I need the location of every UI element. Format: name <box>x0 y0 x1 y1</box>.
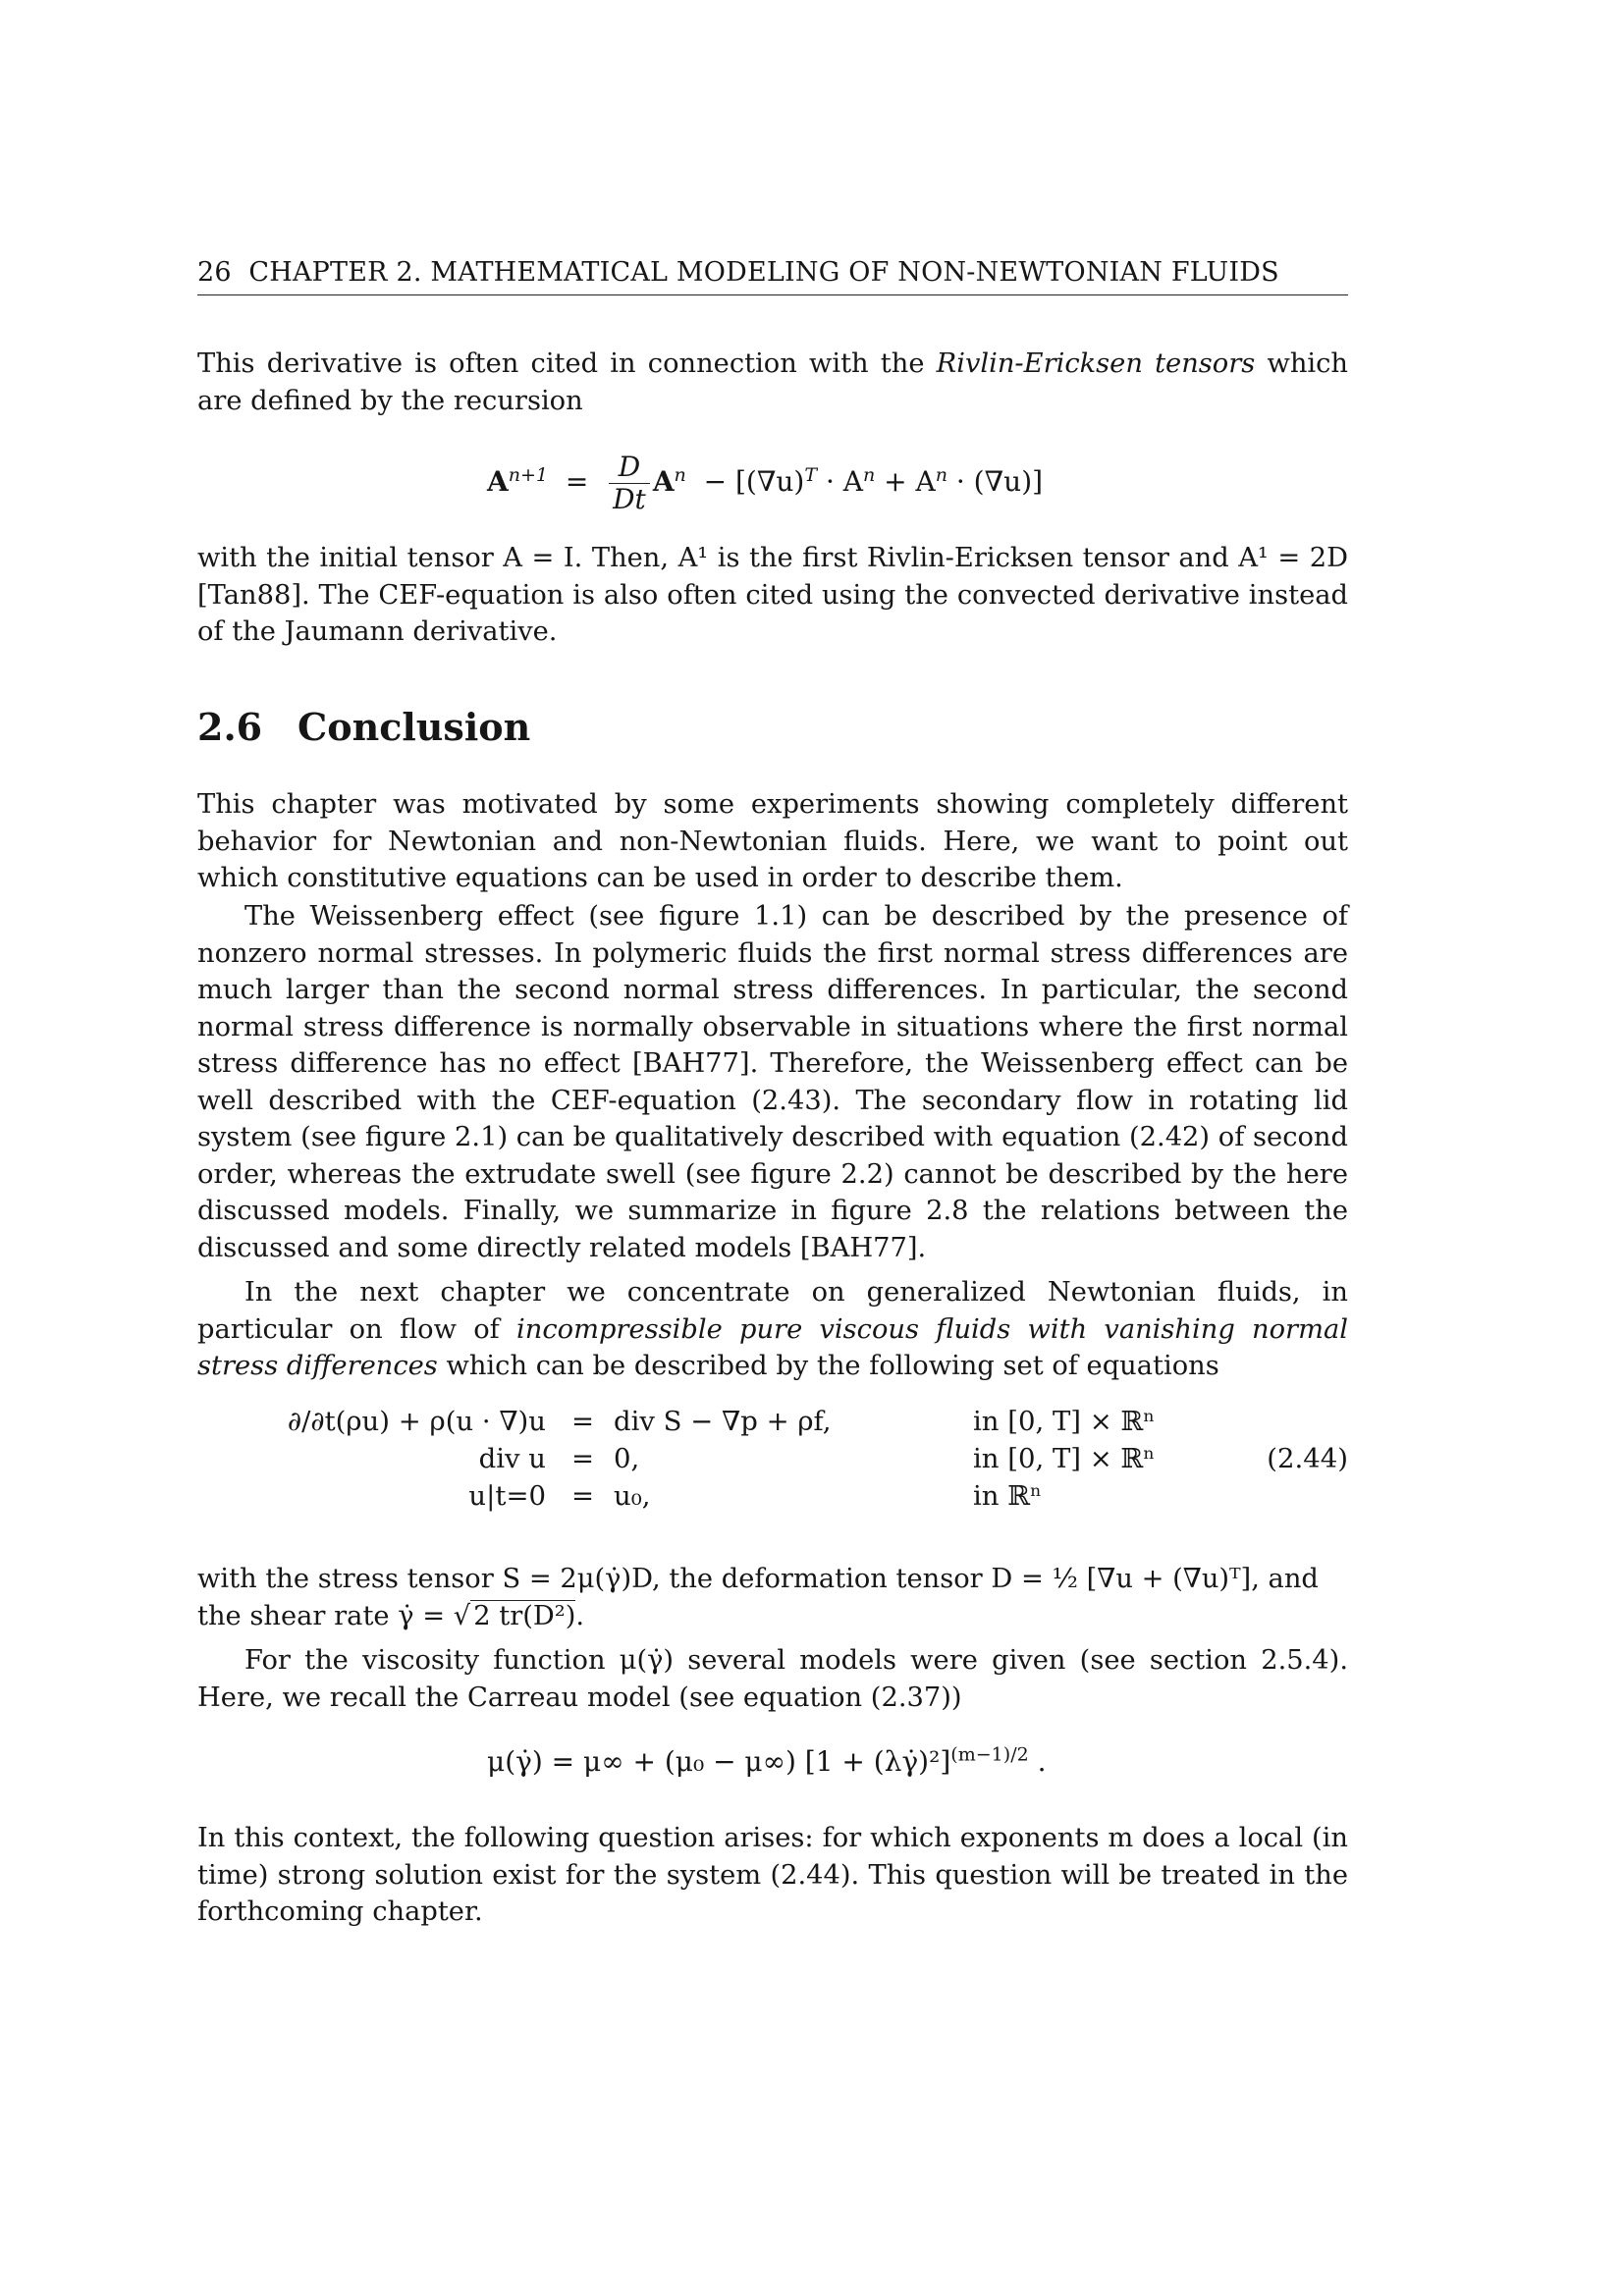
conclusion-paragraph-1: This chapter was motivated by some experiments showing completely different behavior for Newtonian and non-Newtonian fluids. Here, we want to point out which constitutive equations can be used in order to describe them. <box>197 789 1348 893</box>
recursion-equation: $A^{n+1}$ = $\frac{D}{Dt}$ $A^n - [(\nabla u)^T \cdot A^n + A^n \cdot (\nabla u)]$ <box>487 451 1044 516</box>
system-row-momentum: ∂/∂t(ρu) + ρ(u · ∇)u = div S − ∇p + ρf, in [0, T] × ℝⁿ <box>287 1406 1156 1437</box>
intro-paragraph: This derivative is often cited in connection with the Rivlin-Ericksen tensors which are defined by the recursion <box>197 348 1349 416</box>
running-title: CHAPTER 2. MATHEMATICAL MODELING OF NON-NEWTONIAN FLUIDS <box>248 257 1279 288</box>
after-recursion-paragraph: with the initial tensor A = I. Then, A¹ is the first Rivlin-Ericksen tensor and A¹ = 2D [Tan88]. The CEF-equation is also often cited using the convected derivative instead of the Jaumann derivative. <box>197 543 1348 647</box>
system-row-continuity: div u = 0, in [0, T] × ℝⁿ <box>478 1443 1156 1474</box>
fluid-class-term: incompressible pure viscous fluids with vanishing normal stress differences <box>197 1313 1348 1381</box>
page-number: 26 <box>197 257 232 288</box>
system-row-initial: u|t=0 = u₀, in ℝⁿ <box>468 1480 1042 1512</box>
running-header <box>197 257 1348 288</box>
section-heading <box>197 705 530 749</box>
final-paragraph: In this context, the following question arises: for which exponents m does a local (in time) strong solution exist for the system (2.44). This question will be treated in the forthcoming chapter. <box>197 1823 1348 1927</box>
carreau-equation: μ(γ̇) = μ∞ + (μ₀ − μ∞) [1 + (λγ̇)²]$^{(m-1)/2}$ . <box>487 1743 1047 1778</box>
equation-system <box>197 1406 1348 1523</box>
sqrt-expression: 2 tr(D²) <box>470 1600 575 1631</box>
viscosity-paragraph: For the viscosity function μ(γ̇) several models were given (see section 2.5.4). Here, we recall the Carreau model (see equation (2.37)) <box>197 1645 1348 1713</box>
equation-number: (2.44) <box>1267 1443 1348 1474</box>
conclusion-paragraph-3: In the next chapter we concentrate on generalized Newtonian fluids, in particular on flow of incompressible pure viscous fluids with vanishing normal stress differences which can be described by the following set of equations <box>197 1277 1348 1381</box>
header-rule <box>197 294 1348 295</box>
rivlin-ericksen-term: Rivlin-Ericksen tensors <box>936 348 1256 379</box>
conclusion-paragraph-2: The Weissenberg effect (see figure 1.1) can be described by the presence of nonzero normal stresses. In polymeric fluids the first normal stress differences are much larger than the second normal stress differences. In particular, the second normal stress difference is normally observable in situations where the first normal stress difference has no effect [BAH77]. Therefore, the Weissenberg effect can be well described with the CEF-equation (2.43). The secondary flow in rotating lid system (see figure 2.1) can be qualitatively described with equation (2.42) of second order, whereas the extrudate swell (see figure 2.2) cannot be described by the here discussed models. Finally, we summarize in figure 2.8 the relations between the discussed and some directly related models [BAH77]. <box>197 901 1348 1263</box>
section-number: 2.6 <box>197 705 263 749</box>
material-derivative-fraction: $\frac{D}{Dt}$ <box>609 452 650 515</box>
section-title: Conclusion <box>298 705 531 749</box>
after-system-paragraph: with the stress tensor S = 2μ(γ̇)D, the deformation tensor D = ½ [∇u + (∇u)ᵀ], and the shear rate γ̇ = √ 2 tr(D²). <box>197 1564 1319 1631</box>
